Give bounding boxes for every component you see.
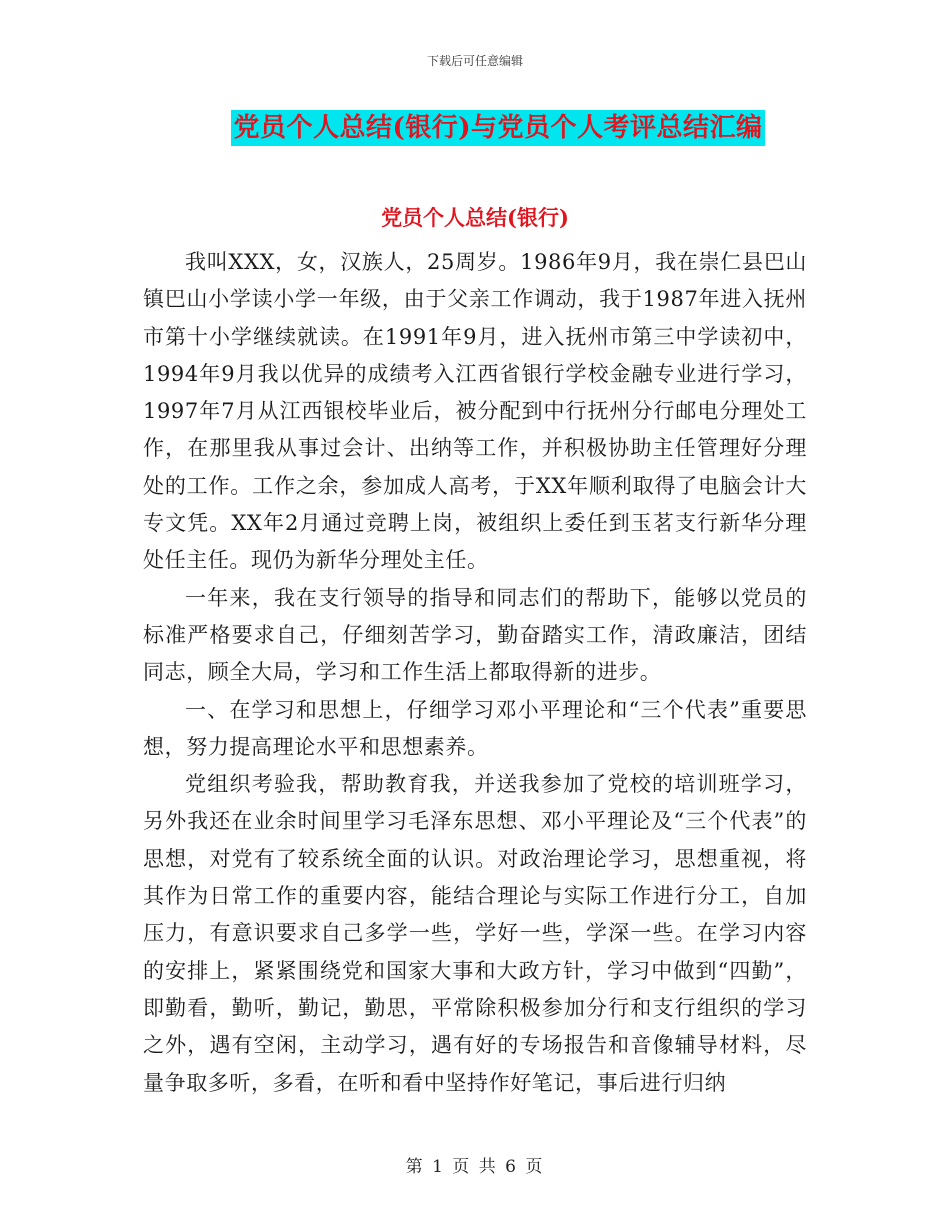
document-body (143, 244, 807, 1102)
paragraph: 我叫XXX，女，汉族人，25周岁。1986年9月，我在崇仁县巴山镇巴山小学读小学一年级，由于父亲工作调动，我于1987年进入抚州市第十小学继续就读。在1991年9月，进入抚州市第三中学读初中，1994年9月我以优异的成绩考入江西省银行学校金融专业进行学习，1997年7月从江西银校毕业后，被分配到中行抚州分行邮电分理处工作，在那里我从事过会计、出纳等工作，并积极协助主任管理好分理处的工作。工作之余，参加成人高考，于XX年顺利取得了电脑会计大专文凭。XX年2月通过竞聘上岗，被组织上委任到玉茗支行新华分理处任主任。现仍为新华分理处主任。 (143, 250, 807, 573)
section-title: 党员个人总结(银行) (381, 205, 569, 230)
page-header-note: 下载后可任意编辑 (426, 54, 523, 68)
page-footer: 第 1 页 共 6 页 (405, 1157, 545, 1177)
paragraph: 一、在学习和思想上，仔细学习邓小平理论和“三个代表”重要思想，努力提高理论水平和思想素养。 (143, 697, 807, 759)
document-title-text: 党员个人总结(银行)与党员个人考评总结汇编 (231, 110, 764, 146)
document-title (0, 110, 950, 146)
paragraph: 党组织考验我，帮助教育我，并送我参加了党校的培训班学习，另外我还在业余时间里学习毛泽东思想、邓小平理论及“三个代表”的思想，对党有了较系统全面的认识。对政治理论学习，思想重视，将其作为日常工作的重要内容，能结合理论与实际工作进行分工，自加压力，有意识要求自己多学一些，学好一些，学深一些。在学习内容的安排上，紧紧围绕党和国家大事和大政方针，学习中做到“四勤”，即勤看，勤听，勤记，勤思，平常除积极参加分行和支行组织的学习之外，遇有空闲，主动学习，遇有好的专场报告和音像辅导材料，尽量争取多听，多看，在听和看中坚持作好笔记，事后进行归纳 (143, 772, 807, 1095)
paragraph: 一年来，我在支行领导的指导和同志们的帮助下，能够以党员的标准严格要求自己，仔细刻苦学习，勤奋踏实工作，清政廉洁，团结同志，顾全大局，学习和工作生活上都取得新的进步。 (143, 585, 807, 685)
